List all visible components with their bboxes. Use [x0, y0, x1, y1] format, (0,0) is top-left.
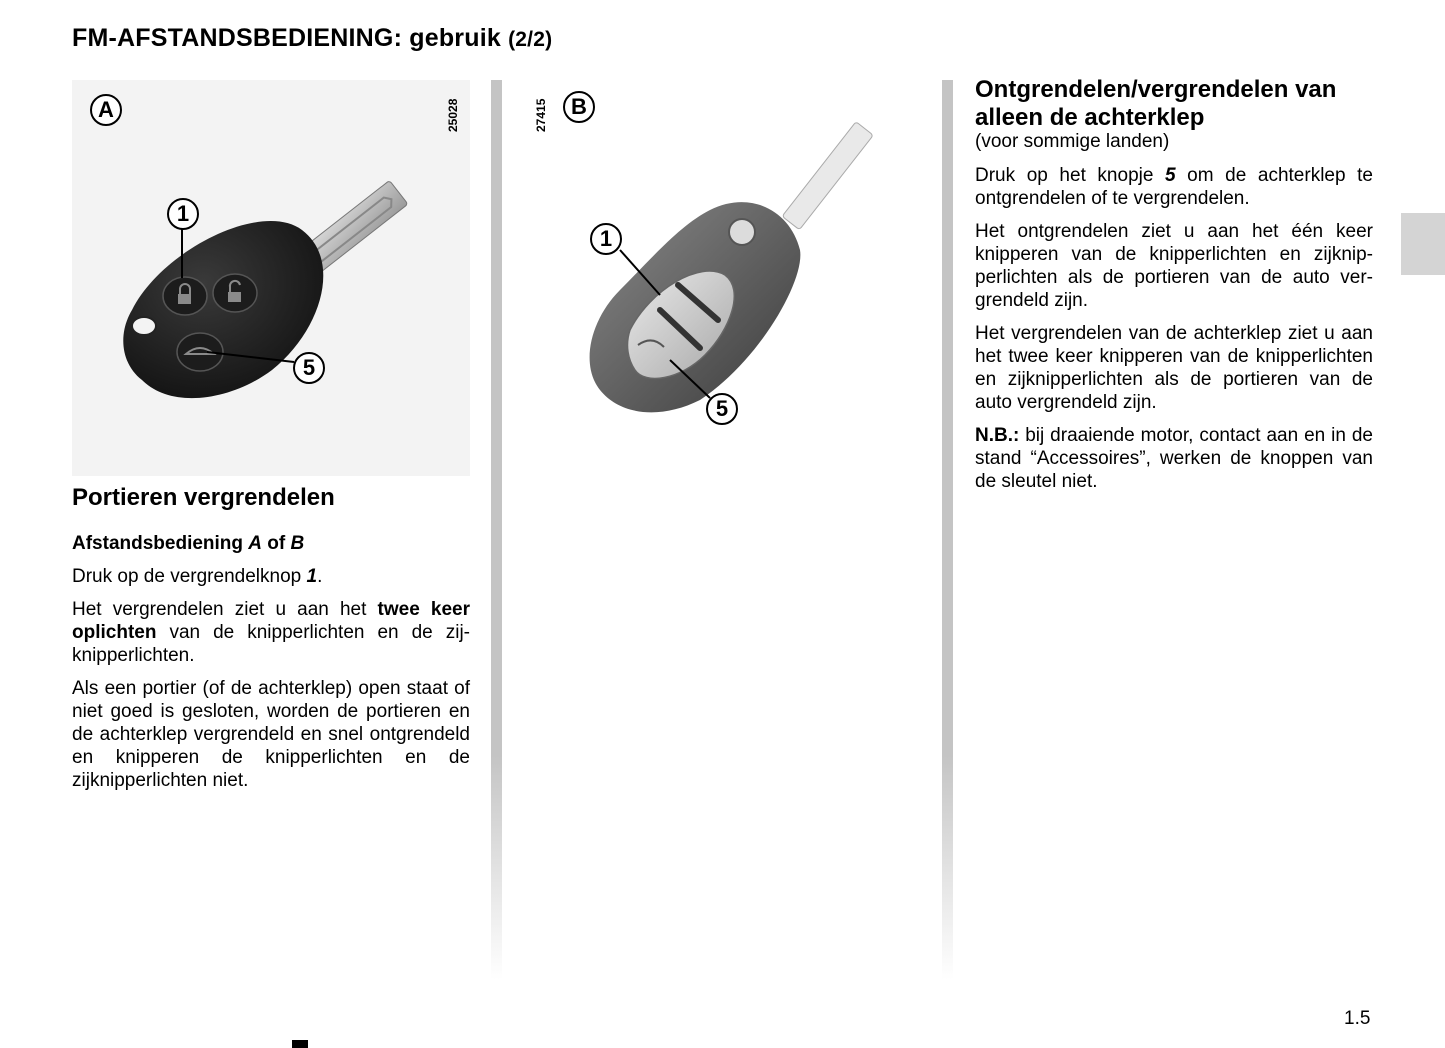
figure-b: [510, 80, 910, 440]
figure-a-label: A: [90, 94, 122, 126]
page-title-text: FM-AFSTANDSBEDIENING: gebruik: [72, 24, 501, 52]
section-lock-paragraph-2: Het vergrendelen ziet u aan het twee keer oplichten van de knipperlichten en de zijknipperlichten.: [72, 599, 470, 666]
page-number: 1.5: [1344, 1008, 1371, 1029]
footer-mark: [292, 1040, 308, 1048]
section-tailgate-paragraph-3: Het vergrendelen van de achterklep ziet u aan het twee keer knipperen van de knipperlichten en zijknipperlichten als de portieren van de auto vergrendeld zijn.: [975, 323, 1373, 413]
section-tailgate-subtitle: (voor sommige landen): [975, 131, 1170, 152]
section-lock-paragraph-3: Als een portier (of de achterklep) open staat of niet goed is gesloten, worden de portieren en de achterklep vergrendeld en snel ontgrendeld en knipperen de knipperlichten en de zijknipperlichten niet.: [72, 678, 470, 791]
section-lock-body: [72, 532, 470, 802]
page-title: [72, 24, 552, 53]
figure-b-callout-5: 5: [706, 393, 738, 425]
figure-a-callout-5: 5: [293, 352, 325, 384]
figure-b-code: 27415: [534, 98, 548, 132]
section-title-lock: Portieren vergrendelen: [72, 484, 335, 511]
key-b-illustration: [510, 80, 910, 440]
column-separator-left: [491, 80, 502, 980]
chapter-tab-marker: [1401, 213, 1445, 275]
figure-b-callout-1: 1: [590, 223, 622, 255]
section-lock-paragraph-1: Druk op de vergrendelknop 1.: [72, 566, 323, 587]
figure-a: [72, 80, 470, 476]
section-tailgate-paragraph-2: Het ontgrendelen ziet u aan het één keer knipperen van de knipperlichten en zijknipperlichten als de portieren van de auto vergrendeld zijn.: [975, 221, 1373, 311]
section-lock-subtitle: Afstandsbediening A of B: [72, 533, 305, 554]
figure-a-code: 25028: [446, 98, 460, 132]
figure-a-callout-1: 1: [167, 198, 199, 230]
page-title-suffix: (2/2): [508, 28, 553, 51]
section-tailgate-note: N.B.: bij draaiende motor, contact aan en in de stand “Accessoires”, werken de knoppen van de sleutel niet.: [975, 425, 1373, 492]
key-a-illustration: [72, 80, 470, 476]
section-tailgate-paragraph-1: Druk op het knopje 5 om de achterklep te ontgrendelen of te vergrendelen.: [975, 165, 1373, 209]
figure-b-label: B: [563, 91, 595, 123]
section-tailgate-body: [975, 164, 1373, 503]
column-separator-right: [942, 80, 953, 980]
section-title-tailgate: Ontgrendelen/vergrendelen van alleen de achterklep: [975, 76, 1337, 131]
